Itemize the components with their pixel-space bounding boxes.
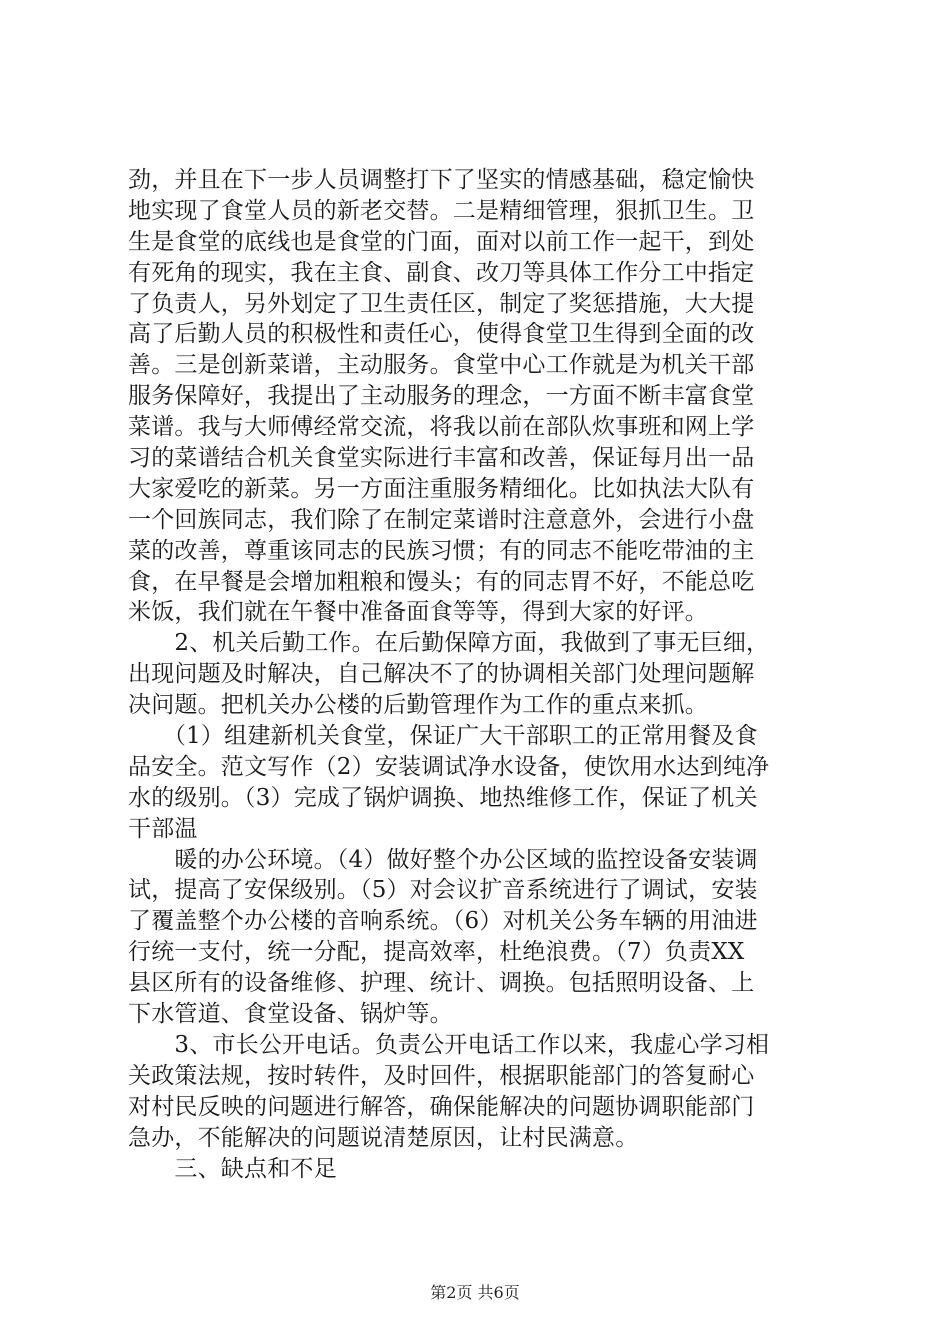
- text-line: 急办，不能解决的问题说清楚原因，让村民满意。: [128, 1124, 639, 1151]
- text-line: 食，在早餐是会增加粗粮和馒头；有的同志胃不好，不能总吃: [128, 568, 755, 595]
- text-line: 行统一支付，统一分配，提高效率，杜绝浪费。（7）负责XX: [128, 939, 745, 966]
- text-line: 出现问题及时解决，自己解决不了的协调相关部门处理问题解: [128, 661, 755, 688]
- text-line: 三、缺点和不足: [128, 1155, 337, 1182]
- page-number: 第2页: [430, 1283, 473, 1302]
- text-line: 品安全。范文写作（2）安装调试净水设备，使饮用水达到纯净: [128, 753, 770, 780]
- body-text: [128, 165, 838, 1184]
- text-line: 善。三是创新菜谱，主动服务。食堂中心工作就是为机关干部: [128, 352, 755, 379]
- page-footer: [0, 1280, 950, 1303]
- text-line: 有死角的现实，我在主食、副食、改刀等具体工作分工中指定: [128, 259, 755, 286]
- text-line: 水的级别。（3）完成了锅炉调换、地热维修工作，保证了机关: [128, 784, 758, 811]
- text-line: 干部温: [128, 815, 198, 842]
- text-line: 2、机关后勤工作。在后勤保障方面，我做到了事无巨细，: [128, 630, 770, 657]
- text-line: 服务保障好，我提出了主动服务的理念，一方面不断丰富食堂: [128, 383, 755, 410]
- text-line: 一个回族同志，我们除了在制定菜谱时注意意外，会进行小盘: [128, 506, 755, 533]
- page-total: 共6页: [477, 1283, 520, 1302]
- text-line: 习的菜谱结合机关食堂实际进行丰富和改善，保证每月出一品: [128, 445, 755, 472]
- text-line: 对村民反映的问题进行解答，确保能解决的问题协调职能部门: [128, 1093, 755, 1120]
- text-line: 米饭，我们就在午餐中准备面食等等，得到大家的好评。: [128, 599, 708, 626]
- text-line: 3、市长公开电话。负责公开电话工作以来，我虚心学习相: [128, 1031, 770, 1058]
- text-line: 试，提高了安保级别。（5）对会议扩音系统进行了调试，安装: [128, 877, 758, 904]
- text-line: 高了后勤人员的积极性和责任心，使得食堂卫生得到全面的改: [128, 321, 755, 348]
- text-line: 大家爱吃的新菜。另一方面注重服务精细化。比如执法大队有: [128, 475, 755, 502]
- text-line: 劲，并且在下一步人员调整打下了坚实的情感基础，稳定愉快: [128, 167, 755, 193]
- text-line: 了覆盖整个办公楼的音响系统。（6）对机关公务车辆的用油进: [128, 908, 758, 935]
- text-line: 县区所有的设备维修、护理、统计、调换。包括照明设备、上: [128, 970, 755, 997]
- text-line: 了负责人，另外划定了卫生责任区，制定了奖惩措施，大大提: [128, 290, 755, 317]
- text-line: 菜的改善，尊重该同志的民族习惯；有的同志不能吃带油的主: [128, 537, 755, 564]
- text-line: 菜谱。我与大师傅经常交流，将我以前在部队炊事班和网上学: [128, 414, 755, 441]
- text-line: （1）组建新机关食堂，保证广大干部职工的正常用餐及食: [128, 723, 758, 750]
- text-line: 地实现了食堂人员的新老交替。二是精细管理，狠抓卫生。卫: [128, 197, 755, 224]
- text-line: 下水管道、食堂设备、锅炉等。: [128, 1001, 453, 1028]
- text-line: 关政策法规，按时转件，及时回件，根据职能部门的答复耐心: [128, 1062, 755, 1089]
- text-line: 暖的办公环境。（4）做好整个办公区域的监控设备安装调: [128, 846, 758, 873]
- text-line: 生是食堂的底线也是食堂的门面，面对以前工作一起干，到处: [128, 228, 755, 255]
- text-line: 决问题。把机关办公楼的后勤管理作为工作的重点来抓。: [128, 692, 708, 719]
